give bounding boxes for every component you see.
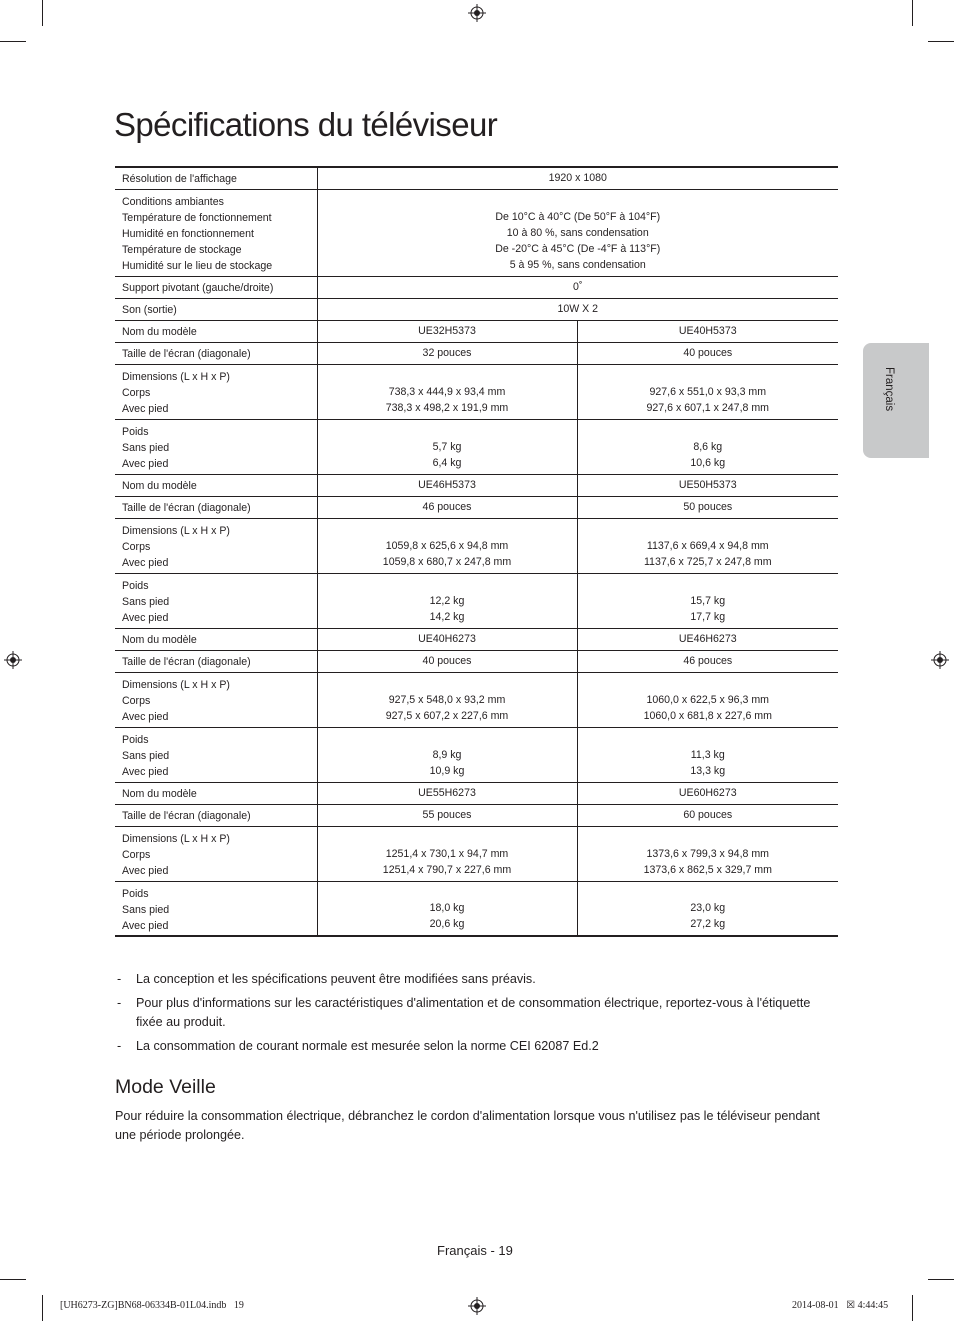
spec-label-line: Corps (122, 848, 151, 861)
spec-label-line: Dimensions (L x H x P) (122, 524, 230, 537)
spec-value-line: UE60H6273 (678, 787, 737, 799)
spec-value-line: 32 pouces (422, 347, 472, 359)
spec-value-line: 1059,8 x 625,6 x 94,8 mm (385, 539, 509, 552)
spec-row (115, 804, 838, 826)
language-tab (863, 343, 929, 458)
print-date-slug: 2014-08-01 ☒ 4:44:45 (792, 1300, 889, 1311)
spec-label-line: Conditions ambiantes (122, 195, 224, 208)
spec-value-line: 1251,4 x 730,1 x 94,7 mm (385, 847, 509, 860)
spec-value-line: 738,3 x 444,9 x 93,4 mm (388, 385, 506, 398)
spec-label-line: Humidité sur le lieu de stockage (122, 259, 273, 272)
spec-label (115, 727, 317, 782)
spec-value (317, 474, 577, 496)
spec-value (577, 650, 838, 672)
spec-label-line: Avec pied (122, 919, 169, 932)
spec-row (115, 518, 838, 573)
registration-mark-icon (4, 651, 22, 669)
spec-value-line: UE46H5373 (418, 479, 476, 491)
registration-mark-icon (931, 651, 949, 669)
note-item (115, 970, 815, 989)
spec-label (115, 881, 317, 936)
spec-value-line: 5,7 kg (432, 440, 462, 453)
spec-label-line: Taille de l'écran (diagonale) (122, 655, 251, 668)
spec-label-line: Température de stockage (122, 243, 242, 256)
spec-label-line: Sans pied (122, 595, 170, 608)
spec-table (115, 166, 838, 937)
spec-row (115, 826, 838, 881)
spec-value-line: 20,6 kg (429, 918, 465, 931)
spec-value (577, 628, 838, 650)
spec-label (115, 276, 317, 298)
spec-value (317, 826, 577, 881)
spec-row (115, 650, 838, 672)
spec-value-line: 8,9 kg (432, 748, 462, 761)
spec-label (115, 650, 317, 672)
spec-value (577, 881, 838, 936)
spec-value (577, 826, 838, 881)
crop-mark (912, 0, 913, 26)
note-text: La consommation de courant normale est mesurée selon la norme CEI 62087 Ed.2 (136, 1039, 599, 1053)
spec-value (577, 672, 838, 727)
spec-value-line: 6,4 kg (432, 456, 462, 469)
spec-value-line: UE55H6273 (418, 787, 476, 799)
spec-value-line: 927,6 x 551,0 x 93,3 mm (649, 385, 767, 398)
mode-veille-text: Pour réduire la consommation électrique, débranchez le cordon d'alimentation lorsque vous n'utilisez pas le téléviseur pendant une période prolongée. (115, 1109, 820, 1142)
spec-label (115, 573, 317, 628)
spec-value-line: 1373,6 x 799,3 x 94,8 mm (646, 847, 769, 860)
spec-label (115, 167, 317, 189)
crop-mark (912, 1295, 913, 1321)
page-number: Français - 19 (437, 1243, 513, 1258)
spec-label-line: Avec pied (122, 710, 169, 723)
spec-label (115, 474, 317, 496)
note-text: La conception et les spécifications peuvent être modifiées sans préavis. (136, 972, 536, 986)
spec-value (577, 804, 838, 826)
spec-value (317, 342, 577, 364)
spec-value-line: De -20°C à 45°C (De -4°F à 113°F) (495, 242, 661, 255)
crop-mark (42, 1295, 43, 1321)
spec-value-line: UE46H6273 (678, 633, 737, 645)
spec-value-line: 1920 x 1080 (548, 172, 607, 185)
note-dash: - (117, 972, 122, 986)
spec-label-line: Dimensions (L x H x P) (122, 678, 230, 691)
spec-label-line: Son (sortie) (122, 303, 177, 316)
spec-value-line: 1060,0 x 622,5 x 96,3 mm (646, 693, 769, 706)
note-dash: - (117, 1039, 122, 1053)
spec-value-line: 11,3 kg (690, 748, 725, 761)
spec-value-line: 1373,6 x 862,5 x 329,7 mm (643, 863, 772, 876)
spec-value (577, 518, 838, 573)
spec-label (115, 298, 317, 320)
spec-value-line: 10 à 80 %, sans condensation (506, 226, 649, 239)
spec-value-line: 46 pouces (422, 501, 472, 513)
spec-value-line: 1137,6 x 669,4 x 94,8 mm (646, 539, 769, 552)
spec-row (115, 298, 838, 320)
spec-value (317, 573, 577, 628)
notes-list (115, 970, 815, 1061)
spec-value-line: 8,6 kg (693, 440, 723, 453)
spec-value-line: UE40H6273 (418, 633, 476, 645)
spec-label (115, 518, 317, 573)
spec-label-line: Poids (122, 425, 149, 438)
spec-label (115, 189, 317, 276)
spec-row (115, 727, 838, 782)
spec-value-line: UE50H5373 (678, 479, 737, 491)
spec-value-line: 927,5 x 607,2 x 227,6 mm (385, 709, 509, 722)
spec-value-line: 10,9 kg (429, 764, 465, 777)
spec-value-line: 40 pouces (683, 347, 733, 359)
spec-label-line: Taille de l'écran (diagonale) (122, 347, 251, 360)
spec-row (115, 672, 838, 727)
spec-value-line: 46 pouces (683, 655, 733, 667)
spec-value-line: 10W X 2 (557, 303, 599, 315)
spec-value (317, 672, 577, 727)
language-tab-label: Français (883, 367, 895, 412)
spec-value (317, 320, 577, 342)
spec-value-line: 17,7 kg (690, 610, 726, 623)
spec-label-line: Avec pied (122, 864, 169, 877)
spec-row (115, 320, 838, 342)
spec-label-line: Avec pied (122, 402, 169, 415)
spec-value (317, 167, 838, 189)
spec-value-line: 60 pouces (683, 809, 733, 821)
note-item (115, 994, 815, 1032)
spec-value (317, 650, 577, 672)
spec-value-line: De 10°C à 40°C (De 50°F à 104°F) (495, 210, 661, 223)
spec-value (577, 496, 838, 518)
spec-label (115, 496, 317, 518)
spec-label-line: Nom du modèle (122, 787, 197, 800)
spec-value (317, 782, 577, 804)
spec-value (317, 276, 838, 298)
spec-value-line: 40 pouces (422, 655, 472, 667)
spec-value-line: 1137,6 x 725,7 x 247,8 mm (643, 555, 772, 568)
spec-label-line: Corps (122, 694, 151, 707)
crop-mark (42, 0, 43, 26)
spec-value (317, 881, 577, 936)
spec-label-line: Nom du modèle (122, 325, 197, 338)
spec-label-line: Dimensions (L x H x P) (122, 370, 230, 383)
note-dash: - (117, 996, 122, 1010)
spec-label (115, 782, 317, 804)
spec-value-line: 738,3 x 498,2 x 191,9 mm (385, 401, 509, 414)
spec-label-line: Support pivotant (gauche/droite) (122, 281, 274, 294)
spec-table-body (115, 167, 838, 936)
spec-row (115, 881, 838, 936)
spec-value-line: 13,3 kg (690, 764, 726, 777)
spec-value (577, 573, 838, 628)
spec-label (115, 419, 317, 474)
note-text: Pour plus d'informations sur les caractéristiques d'alimentation et de consommation électrique, reportez-vous à l'étiquette fixée au produit. (136, 996, 811, 1029)
spec-row (115, 342, 838, 364)
spec-row (115, 276, 838, 298)
spec-value (317, 189, 838, 276)
spec-label-line: Corps (122, 540, 151, 553)
spec-value-line: 10,6 kg (690, 456, 726, 469)
spec-label-line: Taille de l'écran (diagonale) (122, 501, 251, 514)
spec-value-line: 23,0 kg (690, 902, 726, 915)
spec-value-line: 50 pouces (683, 501, 733, 513)
crop-mark (0, 1279, 26, 1280)
spec-label (115, 672, 317, 727)
spec-label-line: Corps (122, 386, 151, 399)
spec-label-line: Avec pied (122, 765, 169, 778)
spec-value-line: 15,7 kg (690, 594, 726, 607)
spec-value (577, 474, 838, 496)
spec-label-line: Humidité en fonctionnement (122, 227, 254, 240)
spec-value-line: 5 à 95 %, sans condensation (509, 258, 646, 271)
spec-label-line: Poids (122, 733, 149, 746)
spec-value (317, 419, 577, 474)
page-title: Spécifications du téléviseur (114, 106, 498, 143)
spec-label-line: Nom du modèle (122, 633, 197, 646)
spec-value (577, 782, 838, 804)
spec-value-line: 1251,4 x 790,7 x 227,6 mm (382, 863, 512, 876)
spec-value-line: 1059,8 x 680,7 x 247,8 mm (382, 555, 512, 568)
spec-value-line: 18,0 kg (429, 902, 465, 915)
spec-value (577, 320, 838, 342)
spec-label-line: Sans pied (122, 441, 170, 454)
spec-value-line: 927,6 x 607,1 x 247,8 mm (646, 401, 769, 414)
spec-value (317, 496, 577, 518)
crop-mark (0, 41, 26, 42)
spec-label-line: Dimensions (L x H x P) (122, 832, 230, 845)
spec-row (115, 782, 838, 804)
spec-value (577, 727, 838, 782)
spec-value-line: 927,5 x 548,0 x 93,2 mm (388, 693, 506, 706)
spec-row (115, 419, 838, 474)
spec-label-line: Température de fonctionnement (122, 211, 272, 224)
spec-label-line: Taille de l'écran (diagonale) (122, 809, 251, 822)
spec-value (577, 419, 838, 474)
spec-value-line: 1060,0 x 681,8 x 227,6 mm (643, 709, 772, 722)
crop-mark (928, 1279, 954, 1280)
spec-label (115, 364, 317, 419)
mode-veille-heading: Mode Veille (115, 1076, 216, 1098)
spec-label (115, 804, 317, 826)
spec-row (115, 189, 838, 276)
spec-row (115, 364, 838, 419)
spec-label (115, 628, 317, 650)
spec-label-line: Poids (122, 579, 149, 592)
spec-label-line: Poids (122, 887, 149, 900)
spec-label-line: Nom du modèle (122, 479, 197, 492)
spec-value-line: 27,2 kg (690, 918, 726, 931)
crop-mark (928, 41, 954, 42)
spec-value-line: 12,2 kg (429, 594, 465, 607)
spec-label-line: Sans pied (122, 903, 170, 916)
spec-value-line: 55 pouces (422, 809, 472, 821)
registration-mark-icon (468, 4, 486, 22)
spec-label (115, 342, 317, 364)
registration-mark-icon (468, 1297, 486, 1315)
spec-label-line: Avec pied (122, 611, 169, 624)
spec-value (577, 342, 838, 364)
spec-row (115, 474, 838, 496)
spec-label (115, 320, 317, 342)
spec-label-line: Avec pied (122, 457, 169, 470)
spec-value (317, 518, 577, 573)
spec-label-line: Résolution de l'affichage (122, 173, 237, 185)
spec-value (317, 727, 577, 782)
spec-label-line: Sans pied (122, 749, 170, 762)
spec-value-line: 0˚ (573, 281, 583, 293)
spec-row (115, 167, 838, 189)
spec-row (115, 496, 838, 518)
spec-value (317, 298, 838, 320)
spec-row (115, 573, 838, 628)
note-item (115, 1037, 815, 1056)
spec-value-line: 14,2 kg (429, 610, 465, 623)
spec-label-line: Avec pied (122, 556, 169, 569)
print-file-slug: [UH6273-ZG]BN68-06334B-01L04.indb 19 (60, 1300, 244, 1311)
spec-label (115, 826, 317, 881)
spec-value-line: UE32H5373 (418, 325, 476, 337)
spec-value (317, 804, 577, 826)
spec-value-line: UE40H5373 (678, 325, 737, 337)
spec-value (317, 628, 577, 650)
spec-row (115, 628, 838, 650)
spec-value (577, 364, 838, 419)
spec-value (317, 364, 577, 419)
